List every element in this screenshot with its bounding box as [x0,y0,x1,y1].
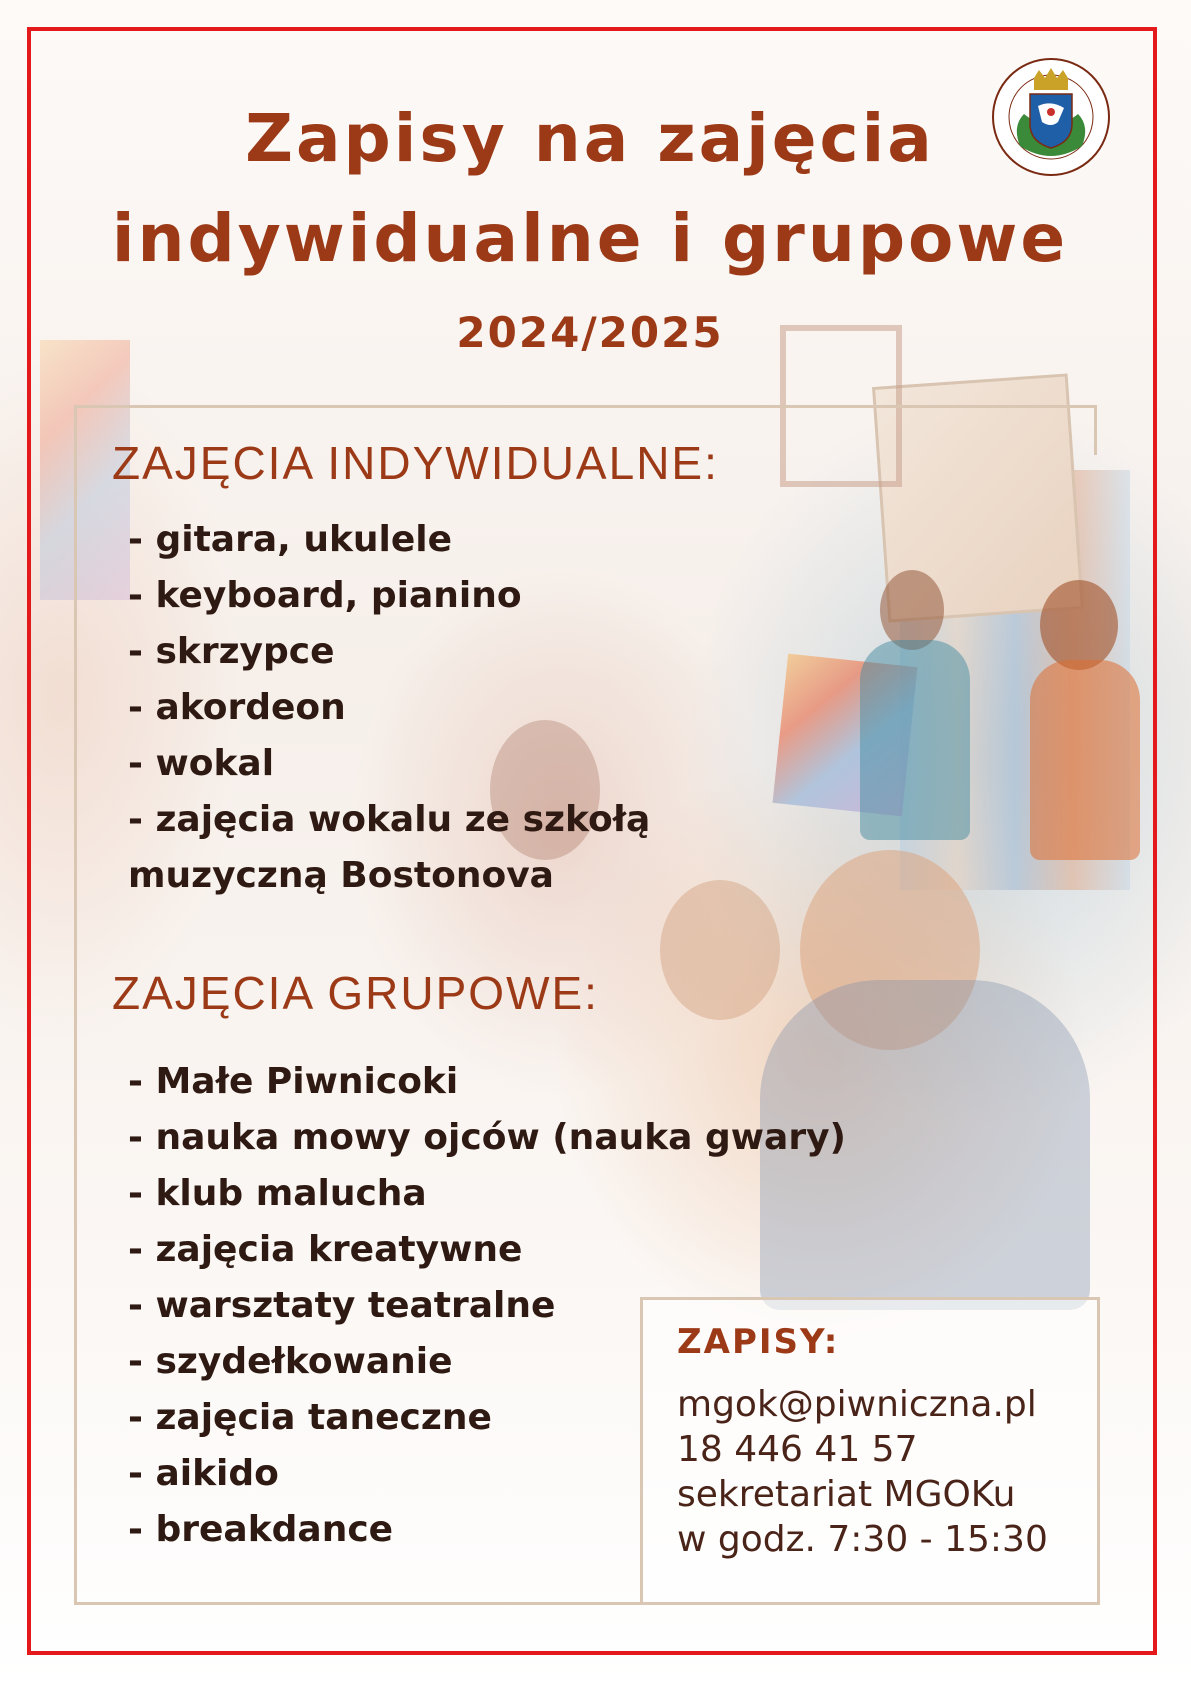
poster-title-line-2: indywidualne i grupowe [111,200,1069,277]
contact-hours: w godz. 7:30 - 15:30 [677,1519,1048,1560]
poster-title-line-1: Zapisy na zajęcia [245,100,935,177]
registration-contact-box [640,1297,1100,1605]
list-item: - breakdance [128,1509,394,1550]
list-item: - klub malucha [128,1173,427,1214]
list-item: - akordeon [128,687,346,728]
group-classes-heading: ZAJĘCIA GRUPOWE: [112,967,599,1019]
list-item: - nauka mowy ojców (nauka gwary) [128,1117,846,1158]
list-item: - zajęcia kreatywne [128,1229,523,1270]
list-item: - gitara, ukulele [128,519,453,560]
list-item: - aikido [128,1453,279,1494]
list-item: - zajęcia taneczne [128,1397,492,1438]
list-item: - keyboard, pianino [128,575,522,616]
registration-heading: ZAPISY: [677,1322,840,1362]
list-item: - zajęcia wokalu ze szkołą [128,799,651,840]
individual-classes-heading: ZAJĘCIA INDYWIDUALNE: [112,437,719,489]
list-item: muzyczną Bostonova [128,855,554,896]
individual-classes-list [128,512,650,904]
contact-phone: 18 446 41 57 [677,1429,918,1470]
school-year: 2024/2025 [456,308,724,357]
contact-office: sekretariat MGOKu [677,1474,1016,1515]
list-item: - Małe Piwnicoki [128,1061,459,1102]
contact-details [677,1382,1048,1562]
list-item: - szydełkowanie [128,1341,453,1382]
contact-email: mgok@piwniczna.pl [677,1384,1037,1425]
list-item: - wokal [128,743,275,784]
list-item: - skrzypce [128,631,335,672]
list-item: - warsztaty teatralne [128,1285,556,1326]
